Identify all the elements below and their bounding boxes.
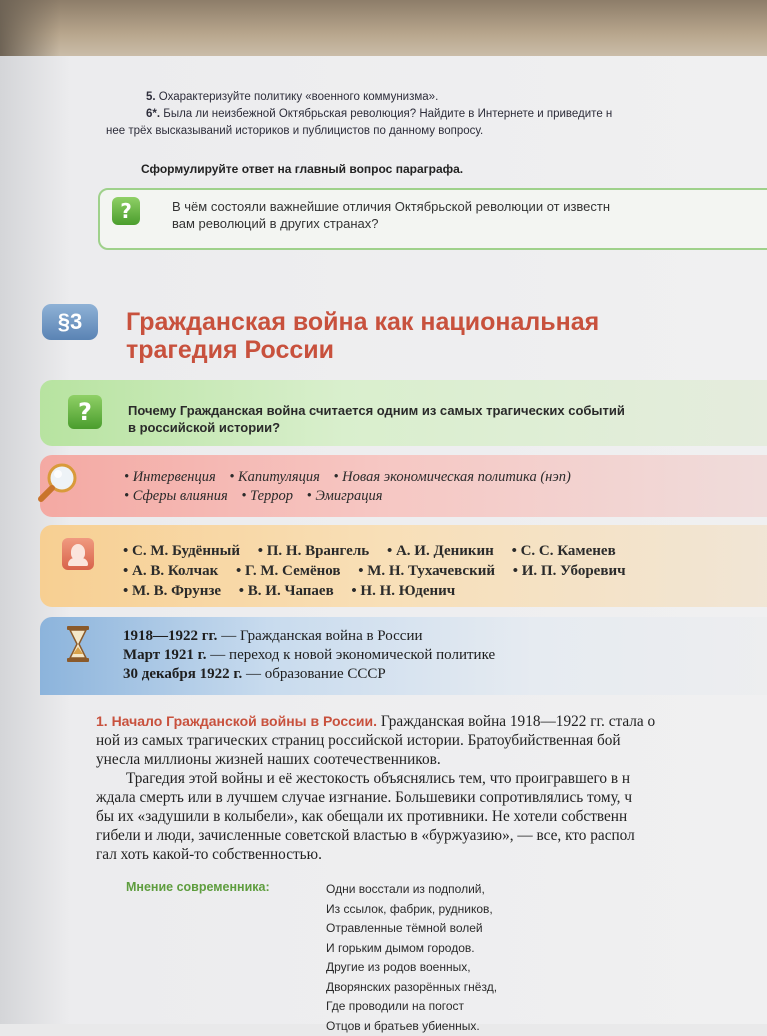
key-question-bar: [40, 380, 767, 446]
persons-row: [123, 581, 640, 601]
term-item: • Эмиграция: [307, 488, 383, 504]
term-item: • Новая экономическая политика (нэп): [333, 469, 570, 485]
opinion-label: Мнение современника:: [126, 880, 270, 894]
persons-row: [123, 561, 640, 581]
person-item: • М. Н. Тухачевский: [358, 563, 495, 579]
contemporary-poem: [326, 880, 497, 1036]
person-item: • Г. М. Семёнов: [236, 563, 340, 579]
paragraph-title: Гражданская война как национальная трагедия России: [126, 308, 599, 364]
date-item: 30 декабря 1922 г. — образование СССР: [123, 665, 495, 684]
poem-line: Другие из родов военных,: [326, 958, 497, 978]
key-question-text: Почему Гражданская война считается одним из самых трагических событий в российской истории?: [128, 402, 625, 436]
person-item: • М. В. Фрунзе: [123, 583, 221, 599]
key-terms-list: [124, 468, 581, 506]
person-portrait-icon: [62, 538, 94, 570]
paragraph-number-badge: §3: [42, 304, 98, 340]
hourglass-icon: [66, 626, 90, 662]
main-question-text: В чём состояли важнейшие отличия Октябрьской революции от известн вам революций в других странах?: [172, 198, 610, 232]
person-item: • А. В. Колчак: [123, 563, 218, 579]
term-item: • Капитуляция: [229, 469, 320, 485]
person-item: • С. М. Будённый: [123, 543, 240, 559]
formulate-instruction: Сформулируйте ответ на главный вопрос параграфа.: [141, 162, 463, 176]
section-heading: 1. Начало Гражданской войны в России.: [96, 713, 377, 729]
question-5: 5. Охарактеризуйте политику «военного коммунизма».: [146, 89, 438, 106]
poem-line: Из ссылок, фабрик, рудников,: [326, 900, 497, 920]
persons-row: [123, 541, 640, 561]
poem-line: Где проводили на погост: [326, 997, 497, 1017]
poem-line: Одни восстали из подполий,: [326, 880, 497, 900]
terms-row: [124, 468, 581, 487]
person-item: • С. С. Каменев: [512, 543, 616, 559]
poem-line: Дворянских разорённых гнёзд,: [326, 978, 497, 998]
question-6-continued: нее трёх высказываний историков и публицистов по данному вопросу.: [106, 123, 483, 140]
section-1-text: 1. Начало Гражданской войны в России. Гражданская война 1918—1922 гг. стала о ной из самых трагических страниц российской истории. Братоубийственная бой унесла миллионы жизней наших соотечественников. Трагедия этой войны и её жестокость объяснялись тем, что проигравшего в н ждала смерть или в лучшем случае изгнание. Большевики сопротивлялись тому, ч бы их «задушили в колыбели», как обещали их противники. Не хотели собственн гибели и люди, зачисленные советской властью в «буржуазию», — все, кто распол гал хоть какой-то собственностью.: [96, 712, 655, 864]
term-item: • Интервенция: [124, 469, 216, 485]
main-question-box: [98, 188, 767, 250]
term-item: • Сферы влияния: [124, 488, 228, 504]
key-persons-list: [123, 541, 640, 601]
top-illustration-banner: [0, 0, 767, 62]
terms-row: [124, 487, 581, 506]
person-item: • А. И. Деникин: [387, 543, 494, 559]
poem-line: И горьким дымом городов.: [326, 939, 497, 959]
person-item: • П. Н. Врангель: [258, 543, 369, 559]
person-item: • В. И. Чапаев: [239, 583, 334, 599]
poem-line: Отравленные тёмной волей: [326, 919, 497, 939]
poem-line: Отцов и братьев убиенных.: [326, 1017, 497, 1036]
date-item: 1918—1922 гг. — Гражданская война в России: [123, 627, 495, 646]
question-mark-icon: ?: [68, 395, 102, 429]
question-mark-icon: ?: [112, 197, 140, 225]
person-item: • Н. Н. Юденич: [351, 583, 455, 599]
question-6: 6*. Была ли неизбежной Октябрьская революция? Найдите в Интернете и приведите н: [146, 106, 612, 123]
person-item: • И. П. Уборевич: [513, 563, 626, 579]
magnifier-icon: [38, 462, 78, 502]
date-item: Март 1921 г. — переход к новой экономической политике: [123, 646, 495, 665]
term-item: • Террор: [241, 488, 293, 504]
key-dates-list: [123, 627, 495, 684]
